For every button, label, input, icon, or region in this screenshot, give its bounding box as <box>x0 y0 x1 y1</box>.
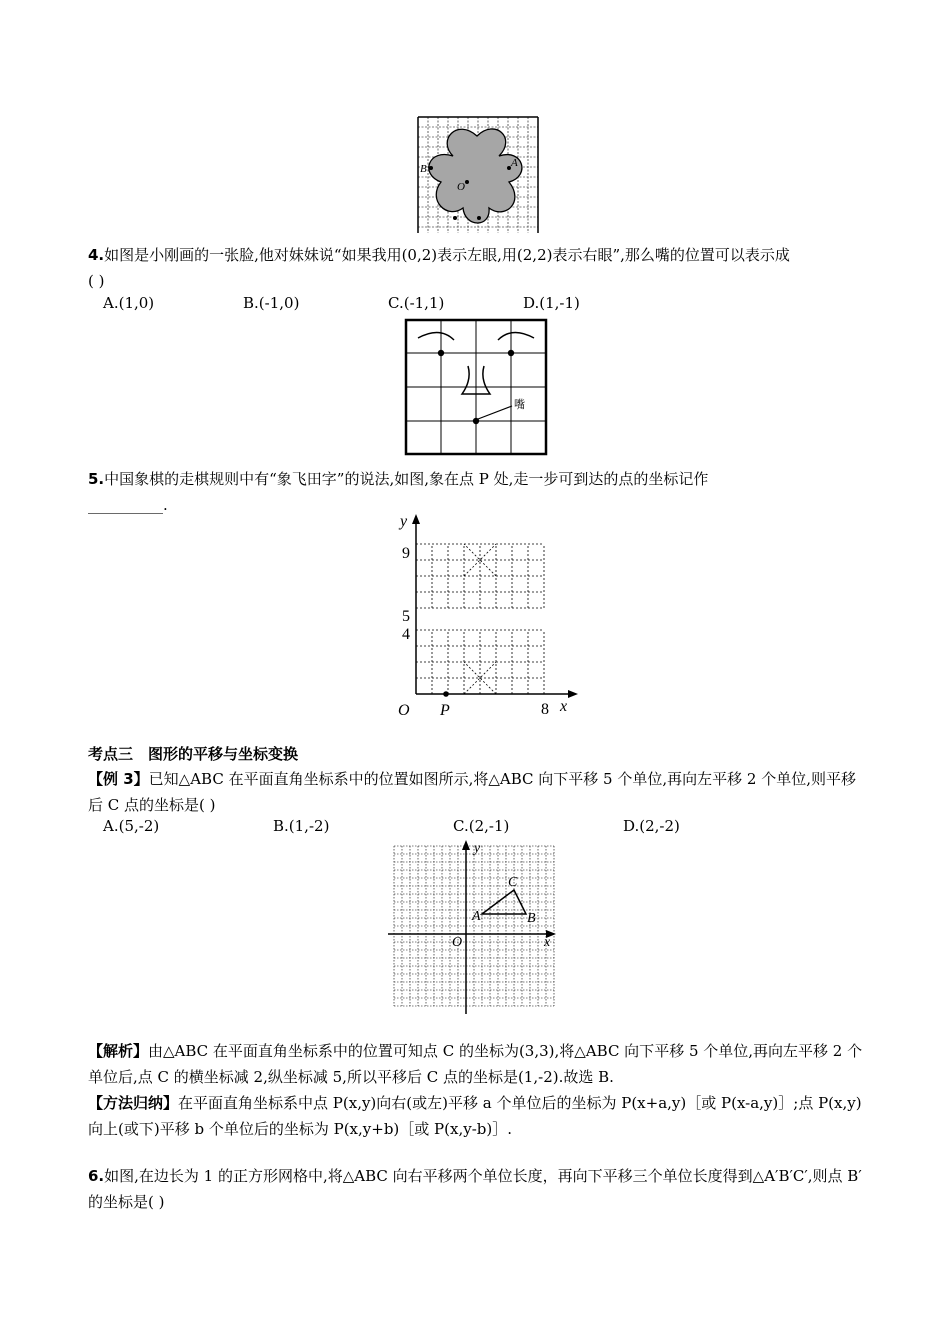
question-5-text: 中国象棋的走棋规则中有“象飞田字”的说法,如图,象在点 P 处,走一步可到达的点的坐标记作 <box>104 470 709 488</box>
question-6-text: 如图,在边长为 1 的正方形网格中,将△ABC 向右平移两个单位长度，再向下平移三个单位长度得到△A′B′C′,则点 B′的坐标是( ) <box>88 1167 862 1211</box>
x-axis-label: x <box>544 935 551 950</box>
left-eye <box>438 350 444 356</box>
label-b: B <box>420 163 427 175</box>
q4-option-d: D.(1,-1) <box>523 294 580 312</box>
ex3-option-c: C.(2,-1) <box>453 817 510 835</box>
tick-9: 9 <box>402 545 410 562</box>
flower-figure <box>417 116 539 234</box>
tick-8: 8 <box>541 701 549 718</box>
question-4-number: 4. <box>88 246 105 264</box>
section-3-heading: 考点三 图形的平移与坐标变换 <box>88 745 299 763</box>
chess-grid <box>416 544 544 694</box>
point-o <box>465 180 469 184</box>
analysis <box>88 1038 863 1090</box>
ex3-option-a: A.(5,-2) <box>103 817 160 835</box>
q4-option-c: C.(-1,1) <box>388 294 445 312</box>
label-c: C <box>508 875 518 890</box>
label-a: A <box>511 157 518 169</box>
ex3-option-d: D.(2,-2) <box>623 817 680 835</box>
example-3-tag: 【例 3】 <box>88 770 149 788</box>
y-axis-label: y <box>400 513 408 530</box>
question-4 <box>88 242 863 294</box>
question-6 <box>88 1163 863 1215</box>
x-axis-label: x <box>560 698 568 715</box>
left-eyebrow <box>418 332 454 340</box>
origin-label: O <box>398 702 410 719</box>
tick-4: 4 <box>402 626 410 643</box>
ex3-option-b: B.(1,-2) <box>273 817 330 835</box>
question-6-number: 6. <box>88 1167 105 1185</box>
point-p-label: P <box>440 702 450 719</box>
method-tag: 【方法归纳】 <box>88 1094 179 1112</box>
q4-option-b: B.(-1,0) <box>243 294 300 312</box>
tick-5: 5 <box>402 608 410 625</box>
question-5-number: 5. <box>88 470 105 488</box>
triangle-figure <box>386 838 562 1014</box>
example-3 <box>88 766 863 818</box>
point-p <box>443 691 449 697</box>
label-b: B <box>527 911 536 926</box>
question-4-text: 如图是小刚画的一张脸,他对妹妹说“如果我用(0,2)表示左眼,用(2,2)表示右眼”,那么嘴的位置可以表示成 <box>104 246 790 264</box>
triangle-grid <box>394 846 554 1006</box>
q4-option-a: A.(1,0) <box>103 294 155 312</box>
face-figure <box>404 318 548 456</box>
mouth-label: 嘴 <box>514 399 525 411</box>
bottom-point-right <box>477 216 481 220</box>
chess-figure <box>386 508 586 722</box>
triangle-abc <box>482 890 526 914</box>
analysis-text: 由△ABC 在平面直角坐标系中的位置可知点 C 的坐标为(3,3),将△ABC 向下平移 5 个单位,再向左平移 2 个单位后,点 C 的横坐标减 2,纵坐标减 5,所以平移后 C 点的坐标是(1,-2).故选 B. <box>88 1042 863 1086</box>
right-eye <box>508 350 514 356</box>
label-a: A <box>472 909 481 924</box>
right-eyebrow <box>498 332 534 340</box>
analysis-tag: 【解析】 <box>88 1042 149 1060</box>
bottom-point-left <box>453 216 457 220</box>
example-3-text: 已知△ABC 在平面直角坐标系中的位置如图所示,将△ABC 向下平移 5 个单位,再向左平移 2 个单位,则平移后 C 点的坐标是( ) <box>88 770 856 814</box>
label-o: O <box>457 181 465 193</box>
question-4-blank: ( ) <box>88 272 105 290</box>
y-axis-label: y <box>474 841 481 856</box>
method-text: 在平面直角坐标系中点 P(x,y)向右(或左)平移 a 个单位后的坐标为 P(x+a,y)［或 P(x-a,y)］;点 P(x,y)向上(或下)平移 b 个单位后的坐标为 P(x,y+b)［或 P(x,y-b)］. <box>88 1094 862 1138</box>
method-summary <box>88 1090 863 1142</box>
point-b <box>429 166 433 170</box>
origin-label: O <box>452 935 463 950</box>
question-5-blank: __________. <box>88 496 168 514</box>
